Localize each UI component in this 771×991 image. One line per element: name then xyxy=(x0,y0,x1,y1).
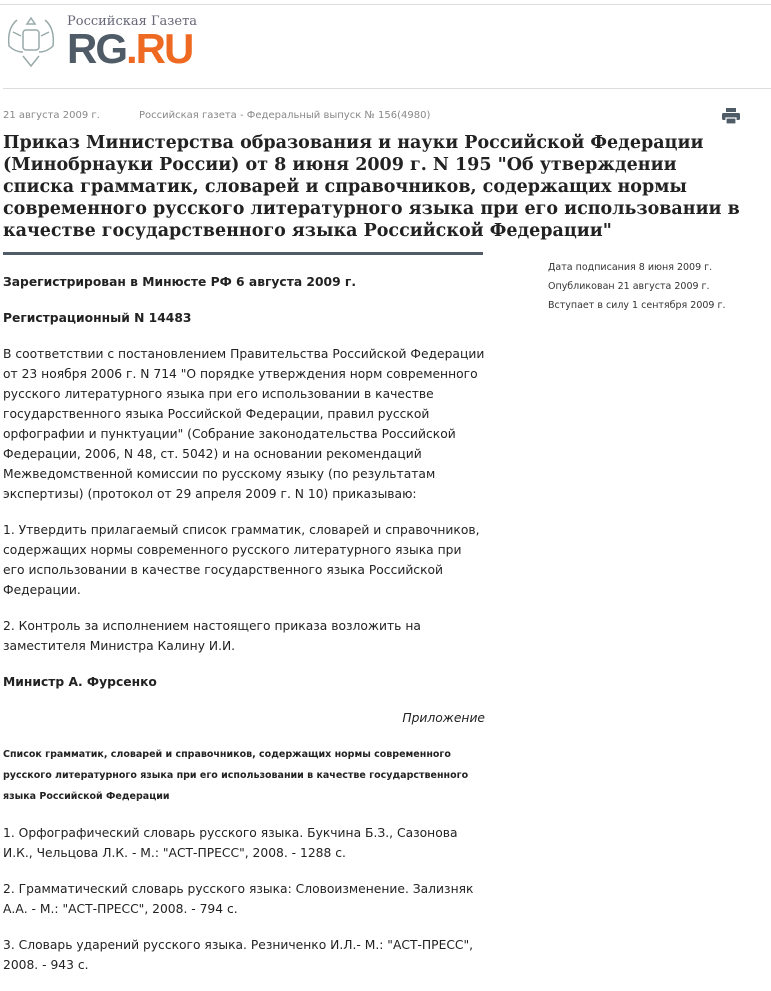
coat-of-arms-icon xyxy=(3,12,59,72)
appendix-label: Приложение xyxy=(402,711,485,725)
registration-number: Регистрационный N 14483 xyxy=(3,311,192,325)
printer-icon xyxy=(722,108,740,124)
article-body xyxy=(3,272,485,991)
print-button[interactable] xyxy=(722,108,740,128)
signed-date: Дата подписания 8 июня 2009 г. xyxy=(548,262,713,273)
brand-subtitle: Российская Газета xyxy=(67,14,198,29)
paragraph-item-2: 2. Контроль за исполнением настоящего приказа возложить на заместителя Министра Калину И.И. xyxy=(3,619,421,653)
registration-note: Зарегистрирован в Минюсте РФ 6 августа 2009 г. xyxy=(3,275,357,289)
list-item: 2. Грамматический словарь русского языка: Словоизменение. Зализняк А.А. - М.: "АСТ-ПРЕСС", 2008. - 794 с. xyxy=(3,882,474,916)
list-title: Список грамматик, словарей и справочников, содержащих нормы современного русского литературного языка при его использовании в качестве государственного языка Российской Федерации xyxy=(3,749,469,802)
list-item: 3. Словарь ударений русского языка. Резниченко И.Л.- М.: "АСТ-ПРЕСС", 2008. - 943 с. xyxy=(3,938,474,972)
signature: Министр А. Фурсенко xyxy=(3,675,157,689)
effective-date: Вступает в силу 1 сентября 2009 г. xyxy=(548,300,726,311)
document-dates xyxy=(548,258,725,315)
issue-info[interactable]: Российская газета - Федеральный выпуск № 156(4980) xyxy=(139,110,431,121)
publication-date: 21 августа 2009 г. xyxy=(3,110,100,121)
paragraph-item-1: 1. Утвердить прилагаемый список грамматик, словарей и справочников, содержащих нормы современного русского литературного языка при его использовании в качестве государственного языка Российской Федерации. xyxy=(3,523,480,597)
paragraph-preamble: В соответствии с постановлением Правительства Российской Федерации от 23 ноября 2006 г. N 714 "О порядке утверждения норм современного русского литературного языка при его использовании в качестве государственного языка Российской Федерации, правил русской орфографии и пунктуации" (Собрание законодательства Российской Федерации, 2006, N 48, ст. 5042) и на основании рекомендаций Межведомственной комиссии по русскому языку (по результатам экспертизы) (протокол от 29 апреля 2009 г. N 10) приказываю: xyxy=(3,347,485,501)
brand-wordmark: RG.RU xyxy=(67,25,193,72)
header-divider xyxy=(3,88,771,89)
published-date: Опубликован 21 августа 2009 г. xyxy=(548,281,710,292)
top-border xyxy=(0,4,771,5)
list-item: 1. Орфографический словарь русского языка. Букчина Б.З., Сазонова И.К., Чельцова Л.К. - М.: "АСТ-ПРЕСС", 2008. - 1288 с. xyxy=(3,826,458,860)
title-underline xyxy=(3,252,483,255)
article-meta xyxy=(3,110,431,121)
site-logo[interactable] xyxy=(3,12,197,72)
article-title: Приказ Министерства образования и науки Российской Федерации (Минобрнауки России) от 8 июня 2009 г. N 195 "Об утверждении списка грамматик, словарей и справочников, содержащих нормы современного русского литературного языка при его использовании в качестве государственного языка Российской Федерации" xyxy=(3,133,740,241)
